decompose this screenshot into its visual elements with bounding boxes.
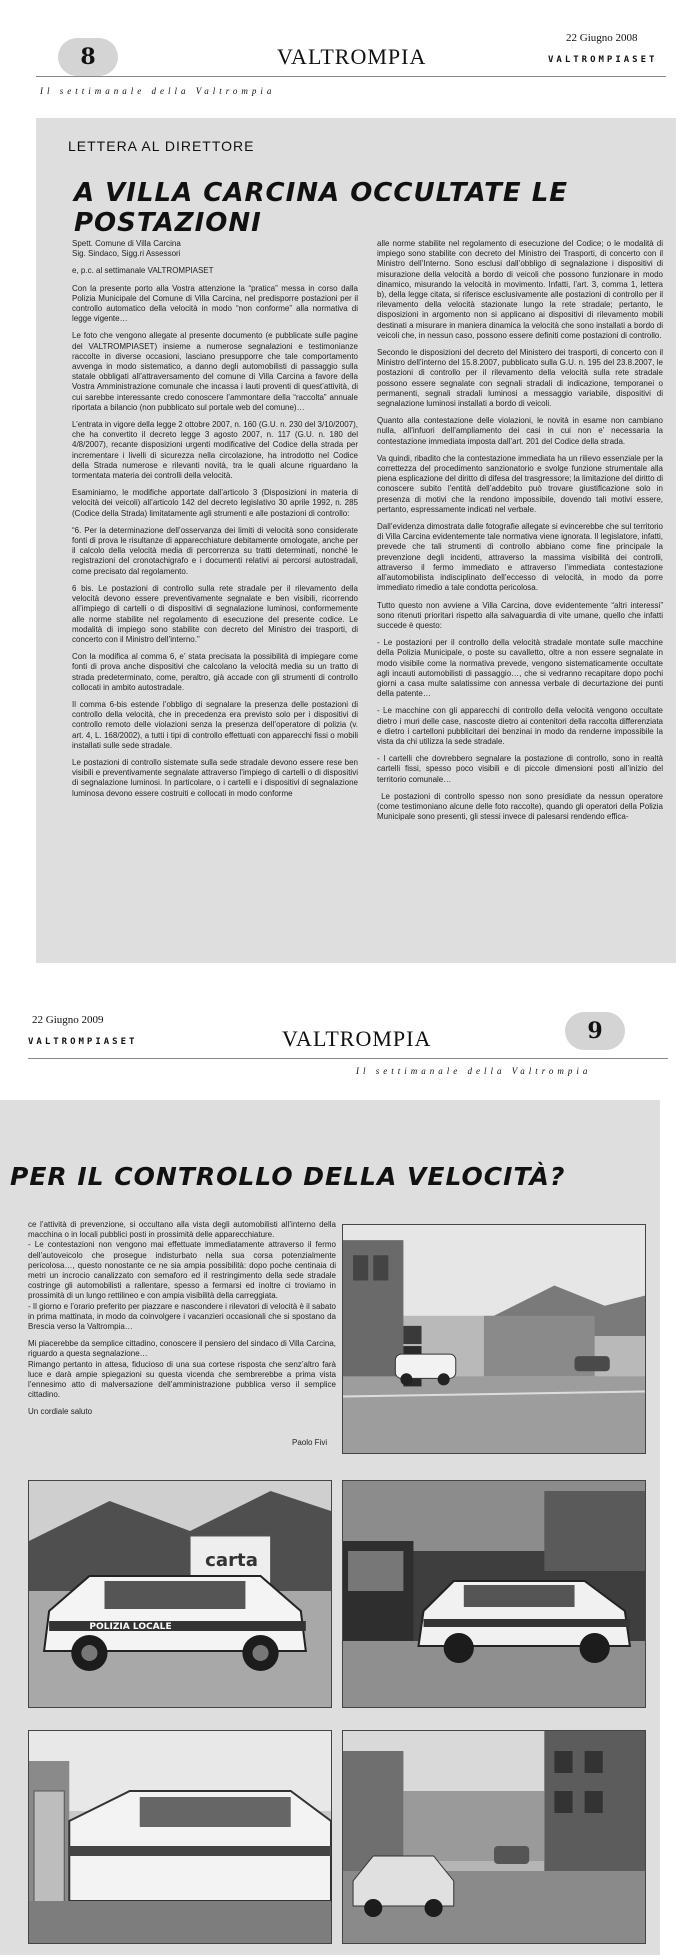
article-paragraph: 6 bis. Le postazioni di controllo sulla rete stradale per il rilevamento della velocità devono essere preventivamente segnalate e ben visibili, ricorrendo all’impiego di cartelli o di dispositivi di segnalazione luminosi, conformemente alle norme stabilite nel regolamento di esecuzione del presente codice. Le modalità di impiego sono stabilite con decreto del Ministro dei trasporti, di concerto con il Ministro dell’interno.” xyxy=(72,583,361,644)
article-column-right xyxy=(377,239,666,954)
page-number-badge: 8 xyxy=(58,38,118,76)
article-paragraph: - Le macchine con gli apparecchi di controllo della velocità vengono occultate dietro i muri delle case, nascoste dietro ai contenitori della raccolta differenziata e dietro i cartelloni pubblicitari dei benzinai in modo da renderne impossibile la vista da chi utilizza la sede stradale. xyxy=(377,706,666,746)
billboard-text: carta xyxy=(205,1550,258,1571)
article-paragraph: ce l’attività di prevenzione, si occultano alla vista degli automobilisti all’interno della macchina o in locali pubblici posti in prossimità delle apparecchiature. - Le contestazioni non vengono mai effettuate immediatamente attraverso il fermo dell’autoveicolo che prosegue indisturbato nella sua corsa potenzialmente pericolosa…, questo nonostante ce ne sia ampia possibilità: dopo poche centinaia di metri un incrocio canalizzato con semaforo ed il restringimento della sede stradale costringe gli automobilisti a rallentare, spesso a fermarsi ed inoltre ci troviamo in prossimità di un lungo rettilineo e con ampia visibilità della carreggiata. - Il giorno e l’orario preferito per piazzare e nascondere i rilevatori di velocità è il sabato in prima mattinata, in modo da coinvolgere i vacanzieri occasionali che si spostano da Brescia verso la Valtrompia… xyxy=(28,1220,336,1332)
article-paragraph: “6. Per la determinazione dell’osservanza dei limiti di velocità sono considerate fonti di prova le risultanze di apparecchiature debitamente omologate, anche per il calcolo della velocità media di percorrenza su tratti determinati, nonché le registrazioni del cronotachigrafo e i documenti relativi ai percorsi autostradali, come precisato dal regolamento. xyxy=(72,525,361,576)
article-paragraph: alle norme stabilite nel regolamento di esecuzione del Codice; o le modalità di impiego sono stabilite con decreto del Ministro dei Trasporti, di concerto con il Ministro dell’Interno. Sono esclusi dall’obbligo di segnalazione i dispositivi di misurazione della velocità a bordo di veicoli che possono funzionare in modo dinamico, misurando la velocità in movimento. Infatti, l’art. 3, comma 1, lettera b), della legge citata, si riferisce esclusivamente alle postazioni di controllo per il rilevamento della velocità stazionate lungo la rete stradale; pertanto, le disposizioni in argomento non si applicano ai dispositivi di rilevamento mobili destinati a misurare in maniera dinamica la velocità che sono installati a bordo di veicoli che, in nessun caso, possono essere definiti come postazioni di controllo. xyxy=(377,239,666,340)
brand-name: VALTROMPIASET xyxy=(548,55,658,65)
brand-name-p9: VALTROMPIASET xyxy=(28,1037,138,1047)
article-paragraph: Un cordiale saluto xyxy=(28,1407,93,1417)
page-number-badge-p9: 9 xyxy=(565,1012,625,1050)
newspaper-subtitle: Il settimanale della Valtrompia xyxy=(40,86,276,96)
header-rule-p9 xyxy=(28,1058,668,1059)
newspaper-title-p9: VALTROMPIA xyxy=(282,1026,432,1051)
article-paragraph: Con la presente porto alla Vostra attenzione la “pratica” messa in corso dalla Polizia Municipale del Comune di Villa Carcina, nel predisporre postazioni per il controllo automatico della velocità in modo “non conforme” alla normativa di legge vigente… xyxy=(72,283,361,324)
article-paragraph: - Le postazioni per il controllo della velocità stradale montate sulle macchine della Polizia Municipale, o poste su cavalletto, oltre a non essere segnalate in modo visibile come la normativa prevede, vengono sistematicamente occultate agli incauti automobilisti di passaggio…, che si vedranno recapitare dopo pochi giorni a casa multe salatissime con annessa verbale di decurtazione dei punti della patente… xyxy=(377,638,666,699)
issue-date-p9: 22 Giugno 2009 xyxy=(32,1014,104,1026)
article-paragraph: Tutto questo non avviene a Villa Carcina, dove evidentemente “altri interessi” sono ritenuti prioritari rispetto alla salvaguardia di vite umane, quello che infatti succede è questo: xyxy=(377,600,666,630)
article-paragraph: Le postazioni di controllo spesso non sono presidiate da nessun operatore (come testimoniano alcune delle foto raccolte), quando gli operatori della Polizia Municipale sono presenti, gli stessi invece di palesarsi rendendo effica- xyxy=(377,791,666,822)
article-paragraph: Con la modifica al comma 6, e’ stata precisata la possibilità di impiegare come fonti di prova anche dispositivi che calcolano la velocità media su un tratto di strada predeterminato, come, peraltro, già accade con gli strumenti di controllo collocati in ambito autostradale. xyxy=(72,652,361,692)
photo-police-car-hidden xyxy=(28,1730,332,1944)
newspaper-title: VALTROMPIA xyxy=(277,44,427,69)
article-paragraph: Secondo le disposizioni del decreto del Ministero dei trasporti, di concerto con il Ministro dell’interno del 15.8.2007, pubblicato sulla G.U. n. 195 del 23.8.2007, le postazioni di controllo per il rilevamento della velocità sulla rete stradale possono essere segnalate con segnali stradali di indicazione, temporanei o permanenti, segnali stradali luminosi a messaggio variabile, dispositivi di segnalazione luminosi installati a bordo di veicoli. xyxy=(377,348,666,409)
article-panel xyxy=(36,118,676,963)
article-paragraph: Il comma 6-bis estende l’obbligo di segnalare la presenza delle postazioni di controllo della velocità, che in precedenza era previsto solo per i dispositivi di controllo remoto delle violazioni senza la presenza dell’operatore di polizia (v. art. 4, L. 168/2002), a tutti i tipi di controllo effettuati con apparecchi fissi o mobili installati sulle sede stradale. xyxy=(72,699,361,750)
article-paragraph: Quanto alla contestazione delle violazioni, le novità in esame non cambiano nulla, all’infuori dell’ampliamento dei casi in cui non e’ necessaria la contestazione immediata imposta dall’art. 201 del Codice della strada. xyxy=(377,416,666,446)
article-paragraph: Spett. Comune di Villa Carcina Sig. Sindaco, Sigg.ri Assessori xyxy=(72,239,181,259)
signature: Paolo Fivi xyxy=(292,1438,328,1447)
car-livery-text: POLIZIA LOCALE xyxy=(89,1622,172,1632)
article-column-left xyxy=(72,239,361,954)
article-paragraph: Le foto che vengono allegate al presente documento (e pubblicate sulle pagine del VALTROMPIASET) insieme a numerose segnalazioni e testimonianze raccolte in diverse occasioni, lasciano presupporre che tale comportamento avvenga in modo sistematico, a danno degli automobilisti di passaggio sulla statale obbligati all’attraversamento del comune di Villa Carcina a favore della Vostra Amministrazione comunale che incassa i lauti proventi di quest’attività, di cui sarebbe interessante credo conoscere l’ammontare della “raccolta” annuale riportata a bilancio (non pubblicato sul portale web del comune)… xyxy=(72,331,361,412)
photo-police-car-dumpsters xyxy=(342,1480,646,1708)
issue-date: 22 Giugno 2008 xyxy=(566,32,638,44)
article-paragraph: L’entrata in vigore della legge 2 ottobre 2007, n. 160 (G.U. n. 230 del 3/10/2007), che ha convertito il decreto legge 3 agosto 2007, n. 117 (G.U. n. 180 del 4/8/2007), recante disposizioni urgenti modificative del Codice della strada per incrementare i livelli di sicurezza nella circolazione, ha introdotto nel Codice della Strada numerose e rilevanti novità, tra le quali alcune riguardano la tormentata materia dei controlli della velocità. xyxy=(72,420,361,481)
article-paragraph: Dall’evidenza dimostrata dalle fotografie allegate si evincerebbe che sul territorio di Villa Carcina evidentemente tale normativa viene ignorata. Il legislatore, infatti, prevede che tali strumenti di controllo abbiano come fine principale la prevenzione degli incidenti, attraverso la massima visibilità dei controlli, attraverso il fermo immediato e attraverso l’immediata contestazione all’automobilista indisciplinato dell’eccesso di velocità, in modo da porre immediato rimedio a tale condotta pericolosa. xyxy=(377,522,666,593)
photo-street-cars xyxy=(342,1730,646,1944)
article-paragraph: e, p.c. al settimanale VALTROMPIASET xyxy=(72,266,214,276)
article-headline: A VILLA CARCINA OCCULTATE LE POSTAZIONI xyxy=(74,178,569,238)
article-paragraph: Le postazioni di controllo sistemate sulla sede stradale devono essere rese ben visibili e preventivamente segnalate attraverso l’impiego di cartelli o di dispositivi di segnalazione luminosi. In particolare, o i cartelli e i dispositivi di segnalazione luminosa devono essere costruiti e collocati in modo conforme xyxy=(72,757,361,798)
photo-police-car-parked xyxy=(342,1224,646,1454)
article-paragraph: Mi piacerebbe da semplice cittadino, conoscere il pensiero del sindaco di Villa Carcina, riguardo a questa segnalazione… Rimango pertanto in attesa, fiducioso di una sua cortese risposta che senz’altro farà luce e darà ampie spiegazioni su questa vicenda che sembrerebbe a prima vista l’ennesimo atto di malversazione dell’amministrazione pubblica verso il semplice cittadino. xyxy=(28,1339,336,1400)
section-label: LETTERA AL DIRETTORE xyxy=(68,138,255,154)
article-text-p9 xyxy=(28,1220,336,1435)
article-paragraph: Esaminiamo, le modifiche apportate dall’articolo 3 (Disposizioni in materia di velocità dei veicoli) all’articolo 142 del decreto legislativo 30 aprile 1992, n. 285 (Codice della Strada) limitatamente agli strumenti e alle postazioni di controllo: xyxy=(72,488,361,518)
article-panel-p9 xyxy=(0,1100,660,1955)
article-paragraph: - I cartelli che dovrebbero segnalare la postazione di controllo, sono in realtà cartelli fissi, spesso poco visibili e di piccole dimensioni posti all’inizio del territorio comunale… xyxy=(377,754,666,784)
article-paragraph: Va quindi, ribadito che la contestazione immediata ha un rilievo essenziale per la correttezza del procedimento sanzionatorio e svolge funzione strumentale alla piena esplicazione del diritto di difesa del trasgressore; la limitazione del diritto di conoscere subito l’entità dell’addebito può trovare giustificazione solo in presenza di motivi che la rendono impossibile, dovendo tali motivi essere, pertanto, espressamente indicati nel verbale. xyxy=(377,453,666,514)
article-headline-p9: PER IL CONTROLLO DELLA VELOCITÀ? xyxy=(10,1162,566,1191)
photo-police-car-billboard xyxy=(28,1480,332,1708)
newspaper-subtitle-p9: Il settimanale della Valtrompia xyxy=(356,1066,592,1076)
header-rule xyxy=(36,76,666,77)
